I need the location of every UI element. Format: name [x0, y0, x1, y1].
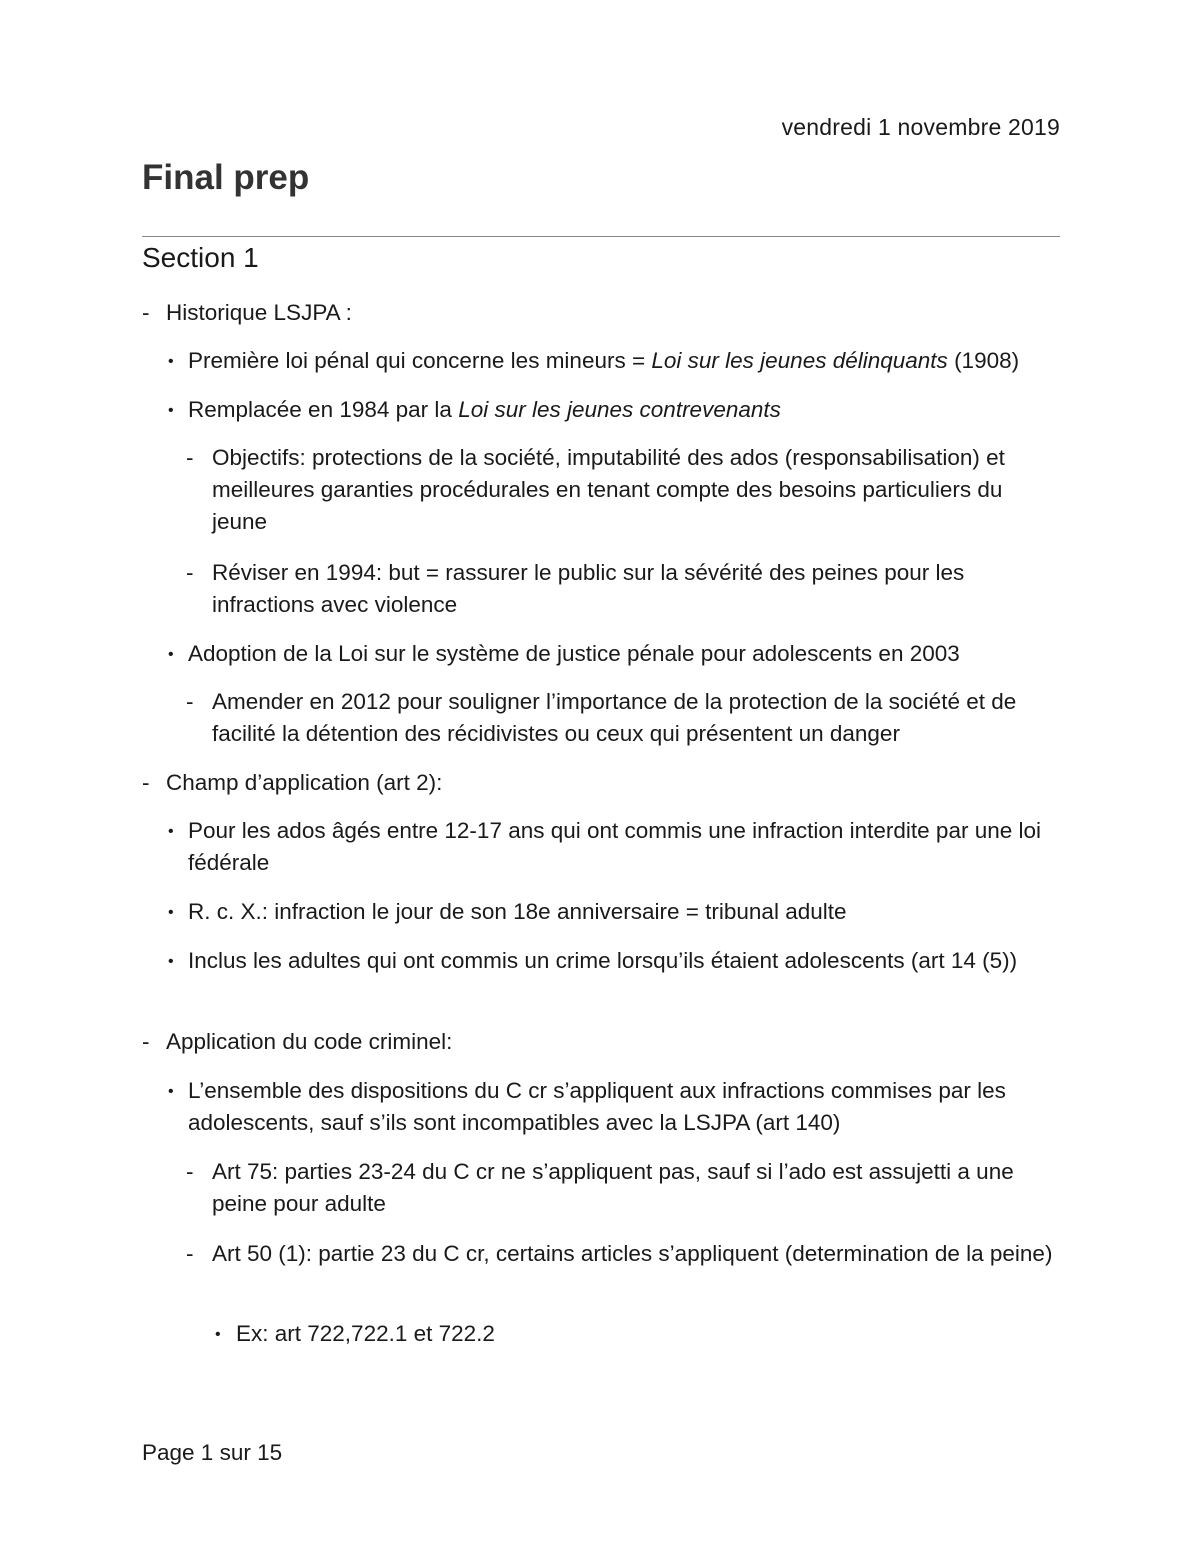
item-text: Première loi pénal qui concerne les mineurs = — [188, 348, 652, 373]
title-divider — [142, 236, 1060, 237]
bullet-dot-icon: • — [168, 1083, 174, 1100]
item-text: Pour les ados âgés entre 12-17 ans qui ont commis une infraction interdite par une loi fédérale — [188, 818, 1042, 875]
bullet-dash-icon: - — [186, 445, 194, 470]
outline-item-level-0 — [142, 1026, 1060, 1058]
outline-item-level-2 — [186, 1238, 1060, 1270]
bullet-dash-icon: - — [186, 1159, 194, 1184]
item-text: Champ d’application (art 2): — [166, 770, 443, 795]
outline-item-level-2 — [186, 1156, 1060, 1220]
item-text: Objectifs: protections de la société, imputabilité des ados (responsabilisation) et meilleures garanties procédurales en tenant compte des besoins particuliers du jeune — [212, 445, 1005, 534]
bullet-dot-icon: • — [168, 646, 174, 663]
outline-item-level-3 — [215, 1318, 1060, 1350]
bullet-dash-icon: - — [186, 689, 194, 714]
page-footer: Page 1 sur 15 — [142, 1440, 283, 1465]
item-text: Amender en 2012 pour souligner l’importance de la protection de la société et de facilité la détention des récidivistes ou ceux qui présentent un danger — [212, 689, 1017, 746]
italic-text: Loi sur les jeunes contrevenants — [458, 397, 781, 422]
bullet-dash-icon: - — [186, 1241, 194, 1266]
outline-item-level-1 — [168, 945, 1060, 977]
item-text: Historique LSJPA : — [166, 300, 352, 325]
bullet-dash-icon: - — [186, 560, 194, 585]
item-text: L’ensemble des dispositions du C cr s’appliquent aux infractions commises par les adolescents, sauf s’ils sont incompatibles avec la LSJPA (art 140) — [188, 1078, 1006, 1135]
bullet-dash-icon: - — [142, 770, 150, 795]
bullet-dot-icon: • — [168, 823, 174, 840]
outline-item-level-2 — [186, 686, 1060, 750]
outline-item-level-1 — [168, 815, 1060, 879]
italic-text: Loi sur les jeunes délinquants — [651, 348, 948, 373]
item-text: Ex: art 722,722.1 et 722.2 — [236, 1321, 495, 1346]
bullet-dot-icon: • — [168, 904, 174, 921]
outline-item-level-1 — [168, 345, 1060, 377]
bullet-dot-icon: • — [168, 402, 174, 419]
outline-item-level-1 — [168, 394, 1060, 426]
item-text: Réviser en 1994: but = rassurer le public sur la sévérité des peines pour les infractions avec violence — [212, 560, 965, 617]
bullet-dash-icon: - — [142, 300, 150, 325]
item-text: Inclus les adultes qui ont commis un crime lorsqu’ils étaient adolescents (art 14 (5)) — [188, 948, 1018, 973]
outline-item-level-2 — [186, 557, 1060, 621]
item-text: Art 50 (1): partie 23 du C cr, certains articles s’appliquent (determination de la peine) — [212, 1241, 1053, 1266]
outline-item-level-0 — [142, 297, 1060, 329]
outline-item-level-0 — [142, 767, 1060, 799]
section-heading: Section 1 — [142, 242, 259, 273]
outline-item-level-1 — [168, 638, 1060, 670]
item-text: R. c. X.: infraction le jour de son 18e anniversaire = tribunal adulte — [188, 899, 847, 924]
bullet-dot-icon: • — [168, 953, 174, 970]
outline-item-level-1 — [168, 896, 1060, 928]
page-title: Final prep — [142, 158, 310, 197]
item-text: Remplacée en 1984 par la — [188, 397, 459, 422]
bullet-dot-icon: • — [215, 1326, 221, 1343]
bullet-dash-icon: - — [142, 1029, 150, 1054]
page-date: vendredi 1 novembre 2019 — [781, 114, 1060, 140]
item-text: Adoption de la Loi sur le système de justice pénale pour adolescents en 2003 — [188, 641, 960, 666]
bullet-dot-icon: • — [168, 353, 174, 370]
outline-item-level-1 — [168, 1075, 1060, 1139]
item-text: Art 75: parties 23-24 du C cr ne s’appliquent pas, sauf si l’ado est assujetti a une peine pour adulte — [212, 1159, 1014, 1216]
item-text: Application du code criminel: — [166, 1029, 453, 1054]
outline-item-level-2 — [186, 442, 1060, 538]
item-text: (1908) — [947, 348, 1020, 373]
